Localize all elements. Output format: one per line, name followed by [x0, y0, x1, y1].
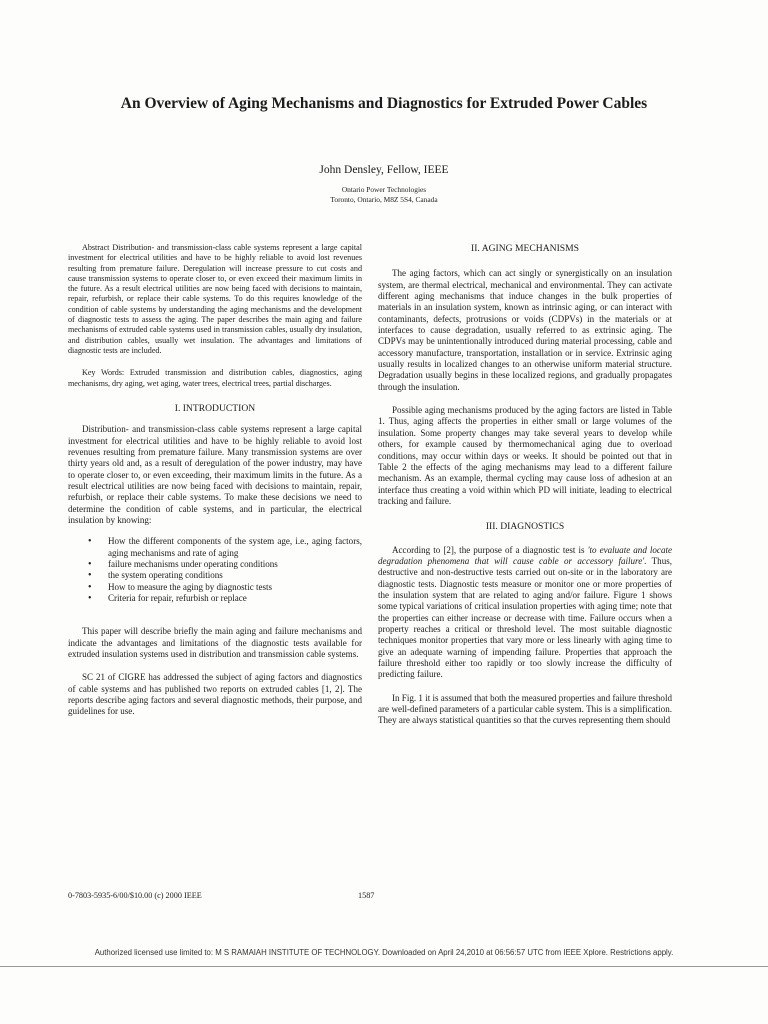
- list-item: • the system operating conditions: [88, 570, 362, 581]
- footer-divider: [0, 966, 768, 967]
- aging-paragraph-1: The aging factors, which can act singly or synergistically on an insulation system, are thermal electrical, mechanical and environmental. They can activate different aging mechanisms that induce changes in the bulk properties of materials in an insulation system, known as intrinsic aging, or can interact with contaminants, defects, protrusions or voids (CDPVs) in the materials or at interfaces to cause degradation, usually referred to as extrinsic aging. The CDPVs may be unintentionally introduced during material processing, cable and accessory manufacture, transportation, installation or in service. Extrinsic aging usually results in localized changes to an otherwise uniform material structure. Degradation usually begins in these localized regions, and gradually propagates through the insulation.: [378, 268, 672, 392]
- keywords-text: Key Words: Extruded transmission and distribution cables, diagnostics, aging mechanisms, dry aging, wet aging, water trees, electrical trees, partial discharges.: [68, 368, 362, 388]
- list-item: • How to measure the aging by diagnostic tests: [88, 582, 362, 593]
- affiliation: [0, 185, 768, 205]
- download-notice: Authorized licensed use limited to: M S RAMAIAH INSTITUTE OF TECHNOLOGY. Downloaded on April 24,2010 at 06:56:57 UTC from IEEE Xplore. Restrictions apply.: [94, 948, 674, 957]
- section-heading-aging-mechanisms: II. AGING MECHANISMS: [471, 243, 579, 254]
- intro-paragraph-2: This paper will describe briefly the main aging and failure mechanisms and indicate the advantages and limitations of the diagnostic tests available for extruded insulation systems used in distribution and transmission cable systems.: [68, 626, 362, 660]
- diagnostics-text-lead: According to [2], the purpose of a diagnostic test is: [392, 544, 588, 555]
- intro-paragraph-3: SC 21 of CIGRE has addressed the subject of aging factors and diagnostics of cable systems and has published two reports on extruded cables [1, 2]. The reports describe aging factors and several diagnostic methods, their purpose, and guidelines for use.: [68, 672, 362, 717]
- paper-title: An Overview of Aging Mechanisms and Diagnostics for Extruded Power Cables: [120, 95, 648, 112]
- list-item: • How the different components of the system age, i.e., aging factors, aging mechanisms and rate of aging: [88, 536, 362, 559]
- section-heading-introduction: I. INTRODUCTION: [174, 402, 256, 414]
- abstract-block: [68, 243, 362, 389]
- diagnostics-text-body: . Thus, destructive and non-destructive tests carried out on-site or in the laboratory are diagnostic tests. Diagnostic tests measure or monitor one or more properties of the insulation system that are related to aging and/or failure. Figure 1 shows some typical variations of critical insulation properties with aging time; note that the properties can either increase or decrease with time. Failure occurs when a property reaches a critical or threshold level. The most suitable diagnostic techniques monitor properties that vary more or less linearly with aging time to give an adequate warning of impending failure. Properties that approach the failure threshold either too rapidly or too slowly increase the difficulty of predicting failure.: [378, 555, 672, 680]
- affiliation-org: Ontario Power Technologies: [341, 185, 427, 194]
- list-item: • failure mechanisms under operating conditions: [88, 559, 362, 570]
- copyright-code: 0-7803-5935-6/00/$10.00 (c) 2000 IEEE: [68, 891, 202, 900]
- list-item: • Criteria for repair, refurbish or replace: [88, 593, 362, 604]
- abstract-text: Abstract Distribution- and transmission-class cable systems represent a large capital investment for electrical utilities and have to be highly reliable to avoid lost revenues resulting from premature failure. Deregulation will increase pressure to cut costs and cause transmission systems to operate closer to, or even exceed their maximum limits in the future. As a result electrical utilities are now being faced with decisions to maintain, repair, refurbish, or replace their cable systems. To do this requires knowledge of the condition of cable systems by understanding the aging mechanisms and the development of diagnostic tests to assess the aging. The paper describes the main aging and failure mechanisms of extruded cable systems used in transmission cables, usually dry insulation, and distribution cables, usually wet insulation. The advantages and limitations of diagnostic tests are included.: [68, 243, 362, 355]
- right-column: [378, 243, 672, 727]
- author-name: John Densley, Fellow, IEEE: [319, 164, 449, 176]
- intro-paragraph-1: Distribution- and transmission-class cable systems represent a large capital investment for electrical utilities and have to be highly reliable to avoid lost revenues resulting from premature failure. Many transmission systems are over thirty years old and, as a result of deregulation of the power industry, may have to operate closer to, or even exceeding, their maximum limits in the future. As a result electrical utilities are now being faced with decisions to maintain, repair, refurbish, or replace their cable systems. To make these decisions we need to determine the condition of cable systems, and in particular, the electrical insulation by knowing:: [68, 424, 362, 525]
- aging-paragraph-2: Possible aging mechanisms produced by the aging factors are listed in Table 1. Thus, aging affects the properties in either small or large volumes of the insulation. Some property changes may take several years to develop while others, for example caused by thermomechanical aging due to overload conditions, may occur within days or weeks. It should be pointed out that in Table 2 the effects of the aging mechanisms may lead to a different failure mechanism. As an example, thermal cycling may cause loss of adhesion at an interface thus creating a void within which PD will initiate, leading to electrical tracking and failure.: [378, 405, 672, 506]
- diagnostics-paragraph-2: In Fig. 1 it is assumed that both the measured properties and failure threshold are well-defined parameters of a particular cable system. This is a simplification. They are always statistical quantities so that the curves representing them should: [378, 692, 672, 726]
- section-heading-diagnostics: III. DIAGNOSTICS: [485, 521, 565, 533]
- affiliation-address: Toronto, Ontario, M8Z 5S4, Canada: [330, 195, 438, 204]
- intro-bullet-list: [68, 536, 362, 604]
- left-column: [68, 243, 362, 718]
- page-number: 1587: [358, 891, 375, 900]
- diagnostics-paragraph-1: [378, 545, 672, 681]
- diagnostic-definition-quote: 'to evaluate and locate degradation phenomena that will cause cable or accessory failure': [378, 544, 673, 566]
